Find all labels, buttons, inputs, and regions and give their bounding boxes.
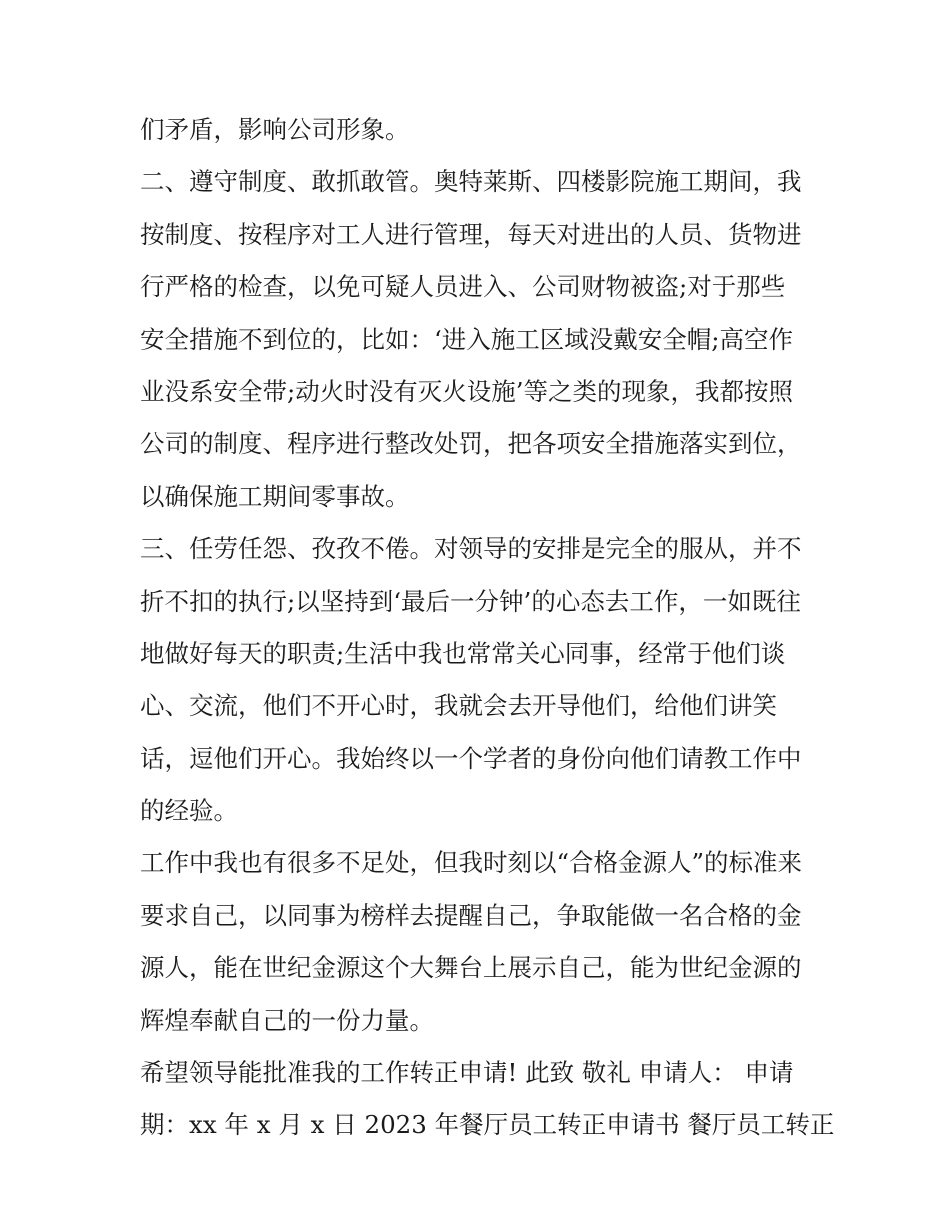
text-line: 三、任劳任怨、孜孜不倦。对领导的安排是完全的服从，并不 xyxy=(140,534,802,564)
text-line: 按制度、按程序对工人进行管理，每天对进出的人员、货物进 xyxy=(140,219,802,249)
text-line: 希望领导能批准我的工作转正申请! 此致 敬礼 申请人： 申请 xyxy=(140,1058,794,1088)
document-body xyxy=(140,104,835,1152)
text-line: 地做好每天的职责;生活中我也常常关心同事，经常于他们谈 xyxy=(140,638,786,668)
text-line: 业没系安全带;动火时没有灭火设施’等之类的现象，我都按照 xyxy=(140,376,794,406)
text-line: 折不扣的执行;以坚持到‘最后一分钟’的心态去工作，一如既往 xyxy=(140,586,801,616)
text-line: 行严格的检查，以免可疑人员进入、公司财物被盗;对于那些 xyxy=(140,272,786,302)
text-line: 要求自己，以同事为榜样去提醒自己，争取能做一名合格的金 xyxy=(140,900,802,930)
text-line: 心、交流，他们不开心时，我就会去开导他们，给他们讲笑 xyxy=(140,691,777,721)
text-line: 工作中我也有很多不足处，但我时刻以“合格金源人”的标准来 xyxy=(140,848,803,878)
text-line: 话，逗他们开心。我始终以一个学者的身份向他们请教工作中 xyxy=(140,743,802,773)
text-line: 们矛盾，影响公司形象。 xyxy=(140,115,410,144)
text-line: 辉煌奉献自己的一份力量。 xyxy=(140,1005,434,1035)
text-line: 期：xx 年 x 月 x 日 2023 年餐厅员工转正申请书 餐厅员工转正 xyxy=(140,1110,835,1140)
text-line: 以确保施工期间零事故。 xyxy=(140,481,410,511)
text-line: 源人，能在世纪金源这个大舞台上展示自己，能为世纪金源的 xyxy=(140,953,802,983)
text-line: 公司的制度、程序进行整改处罚，把各项安全措施落实到位， xyxy=(140,429,802,459)
text-line: 安全措施不到位的，比如：‘进入施工区域没戴安全帽;高空作 xyxy=(140,324,794,354)
text-line: 二、遵守制度、敢抓敢管。奥特莱斯、四楼影院施工期间，我 xyxy=(140,167,802,197)
text-line: 的经验。 xyxy=(140,796,238,826)
